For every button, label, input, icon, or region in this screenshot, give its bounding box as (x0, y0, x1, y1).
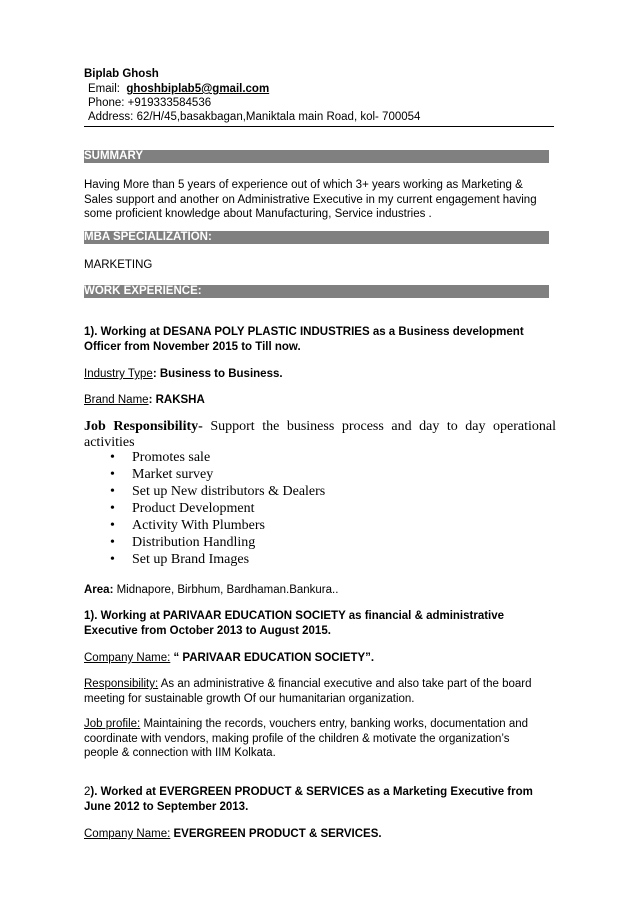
list-item: • Market survey (110, 467, 214, 482)
industry-value: : Business to Business. (152, 368, 283, 380)
list-item: • Promotes sale (110, 450, 211, 465)
responsibility-text: As an administrative & financial executive and also take part of the board (158, 678, 532, 690)
job2-company (84, 651, 554, 666)
area-label: Area: (84, 584, 114, 596)
work-experience-heading: WORK EXPERIENCE: (84, 285, 549, 298)
job3-title-line: June 2012 to September 2013. (84, 800, 249, 813)
list-item: • Activity With Plumbers (110, 518, 265, 533)
profile-text: people & connection with IIM Kolkata. (84, 747, 276, 759)
bullet-icon: • (110, 467, 115, 482)
list-item: • Product Development (110, 501, 255, 516)
responsibility-label: Job Responsibility- (84, 419, 203, 434)
job1-title-line: Officer from November 2015 to Till now. (84, 340, 301, 353)
summary-heading: SUMMARY (84, 150, 549, 163)
job2-title (84, 609, 554, 638)
bullet-icon: • (110, 552, 115, 567)
job3-title-line: ). Worked at EVERGREEN PRODUCT & SERVICES as a Marketing Executive from (90, 786, 533, 798)
job1-responsibility (84, 419, 556, 450)
address-line: Address: 62/H/45,basakbagan,Maniktala main Road, kol- 700054 (88, 111, 421, 123)
summary-text (84, 178, 554, 222)
bullet-icon: • (110, 501, 115, 516)
job3-company (84, 827, 554, 842)
company-label: Company Name: (84, 828, 171, 840)
bullet-icon: • (110, 484, 115, 499)
responsibility-text: meeting for sustainable growth Of our humanitarian organization. (84, 692, 415, 705)
job1-area (84, 583, 554, 598)
profile-text: Maintaining the records, vouchers entry, banking works, documentation and (140, 718, 529, 730)
responsibility-text: Support the business process and day to day operational activities (84, 419, 557, 450)
profile-text: coordinate with vendors, making profile of the children & motivate the organization’s (84, 732, 510, 745)
job2-profile (84, 717, 554, 761)
job1-title-line: 1). Working at DESANA POLY PLASTIC INDUSTRIES as a Business development (84, 326, 524, 338)
summary-line: some proficient knowledge about Manufacturing, Service industries . (84, 208, 432, 220)
company-label: Company Name: (84, 652, 171, 664)
summary-line: Having More than 5 years of experience out of which 3+ years working as Marketing & (84, 179, 523, 191)
industry-label: Industry Type (84, 368, 153, 380)
list-item: • Set up New distributors & Dealers (110, 484, 326, 499)
candidate-name: Biplab Ghosh (84, 68, 159, 80)
company-value: “ PARIVAAR EDUCATION SOCIETY”. (170, 652, 375, 664)
summary-line: Sales support and another on Administrative Executive in my current engagement having (84, 193, 537, 206)
company-value: EVERGREEN PRODUCT & SERVICES. (170, 828, 382, 840)
job2-title-line: 1). Working at PARIVAAR EDUCATION SOCIETY as financial & administrative (84, 610, 505, 622)
phone-line: Phone: +919333584536 (88, 97, 212, 109)
header-divider (84, 126, 554, 127)
job1-responsibility-list (110, 449, 325, 568)
area-value: Midnapore, Birbhum, Bardhaman.Bankura.. (113, 584, 339, 596)
brand-value: : RAKSHA (148, 394, 205, 406)
responsibility-label: Responsibility: (84, 678, 159, 690)
brand-label: Brand Name (84, 394, 149, 406)
job2-title-line: Executive from October 2013 to August 2015. (84, 624, 331, 637)
email-label: Email: (88, 83, 120, 95)
job1-title (84, 325, 554, 354)
job1-brand (84, 393, 554, 408)
list-item: • Set up Brand Images (110, 552, 250, 567)
bullet-icon: • (110, 518, 115, 533)
job3-title (84, 785, 554, 814)
mba-heading: MBA SPECIALIZATION: (84, 231, 549, 244)
mba-value: MARKETING (84, 259, 153, 271)
job1-industry (84, 367, 554, 382)
bullet-icon: • (110, 450, 115, 465)
job2-responsibility (84, 677, 554, 706)
list-item: • Distribution Handling (110, 535, 256, 550)
email-line (88, 83, 269, 95)
email-link[interactable]: ghoshbiplab5@gmail.com (126, 83, 270, 95)
profile-label: Job profile: (84, 718, 141, 730)
job3-number: 2 (84, 786, 91, 798)
bullet-icon: • (110, 535, 115, 550)
